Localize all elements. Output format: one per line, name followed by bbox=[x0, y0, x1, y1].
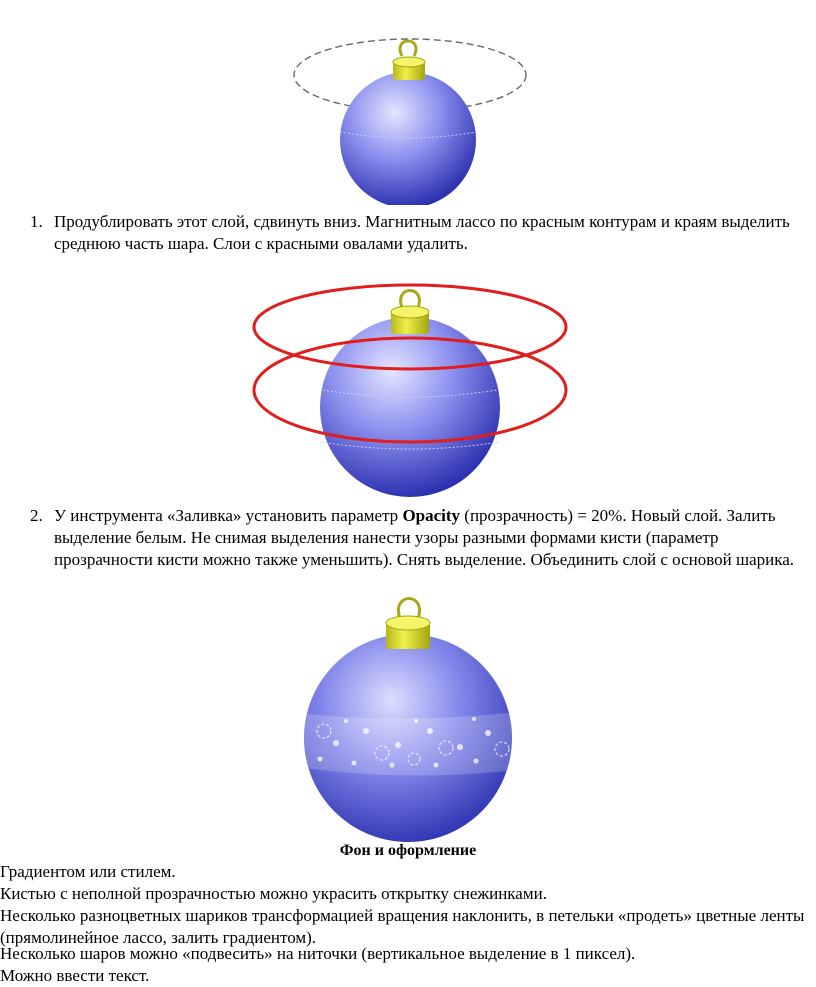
body-line: Несколько шаров можно «подвесить» на ниточки (вертикальное выделение в 1 пиксел). bbox=[0, 944, 636, 963]
body-line: Кистью с неполной прозрачностью можно украсить открытку снежинками. bbox=[0, 884, 547, 903]
ornament-figure-2 bbox=[245, 272, 575, 504]
step-text-after: (прозрачность) = 20%. Новый слой. Залить выделение белым. Не снимая выделения нанести узоры разными формами кисти (параметр прозрачности кисти можно также уменьшить). Снять выделение. Объединить слой с основой шарика. bbox=[54, 506, 795, 569]
body-line: Можно ввести текст. bbox=[0, 966, 150, 985]
step-text-before: У инструмента «Заливка» установить параметр bbox=[54, 506, 403, 525]
step-number: 1. bbox=[30, 212, 43, 231]
step-number: 2. bbox=[30, 506, 43, 525]
body-line: Несколько разноцветных шариков трансформацией вращения наклонить, в петельки «продеть» цветные ленты (прямолинейное лассо, залить градиентом). bbox=[0, 906, 805, 947]
section-heading: Фон и оформление bbox=[339, 842, 477, 859]
body-line: Градиентом или стилем. bbox=[0, 862, 176, 881]
step-text bbox=[54, 505, 800, 571]
step-text: Продублировать этот слой, сдвинуть вниз. Магнитным лассо по красным контурам и краям выделить среднюю часть шара. Слои с красными овалами удалить. bbox=[54, 212, 790, 253]
ornament-figure-3 bbox=[296, 583, 526, 845]
step-text-bold: Opacity bbox=[402, 506, 461, 525]
ornament-figure-1 bbox=[280, 30, 540, 205]
